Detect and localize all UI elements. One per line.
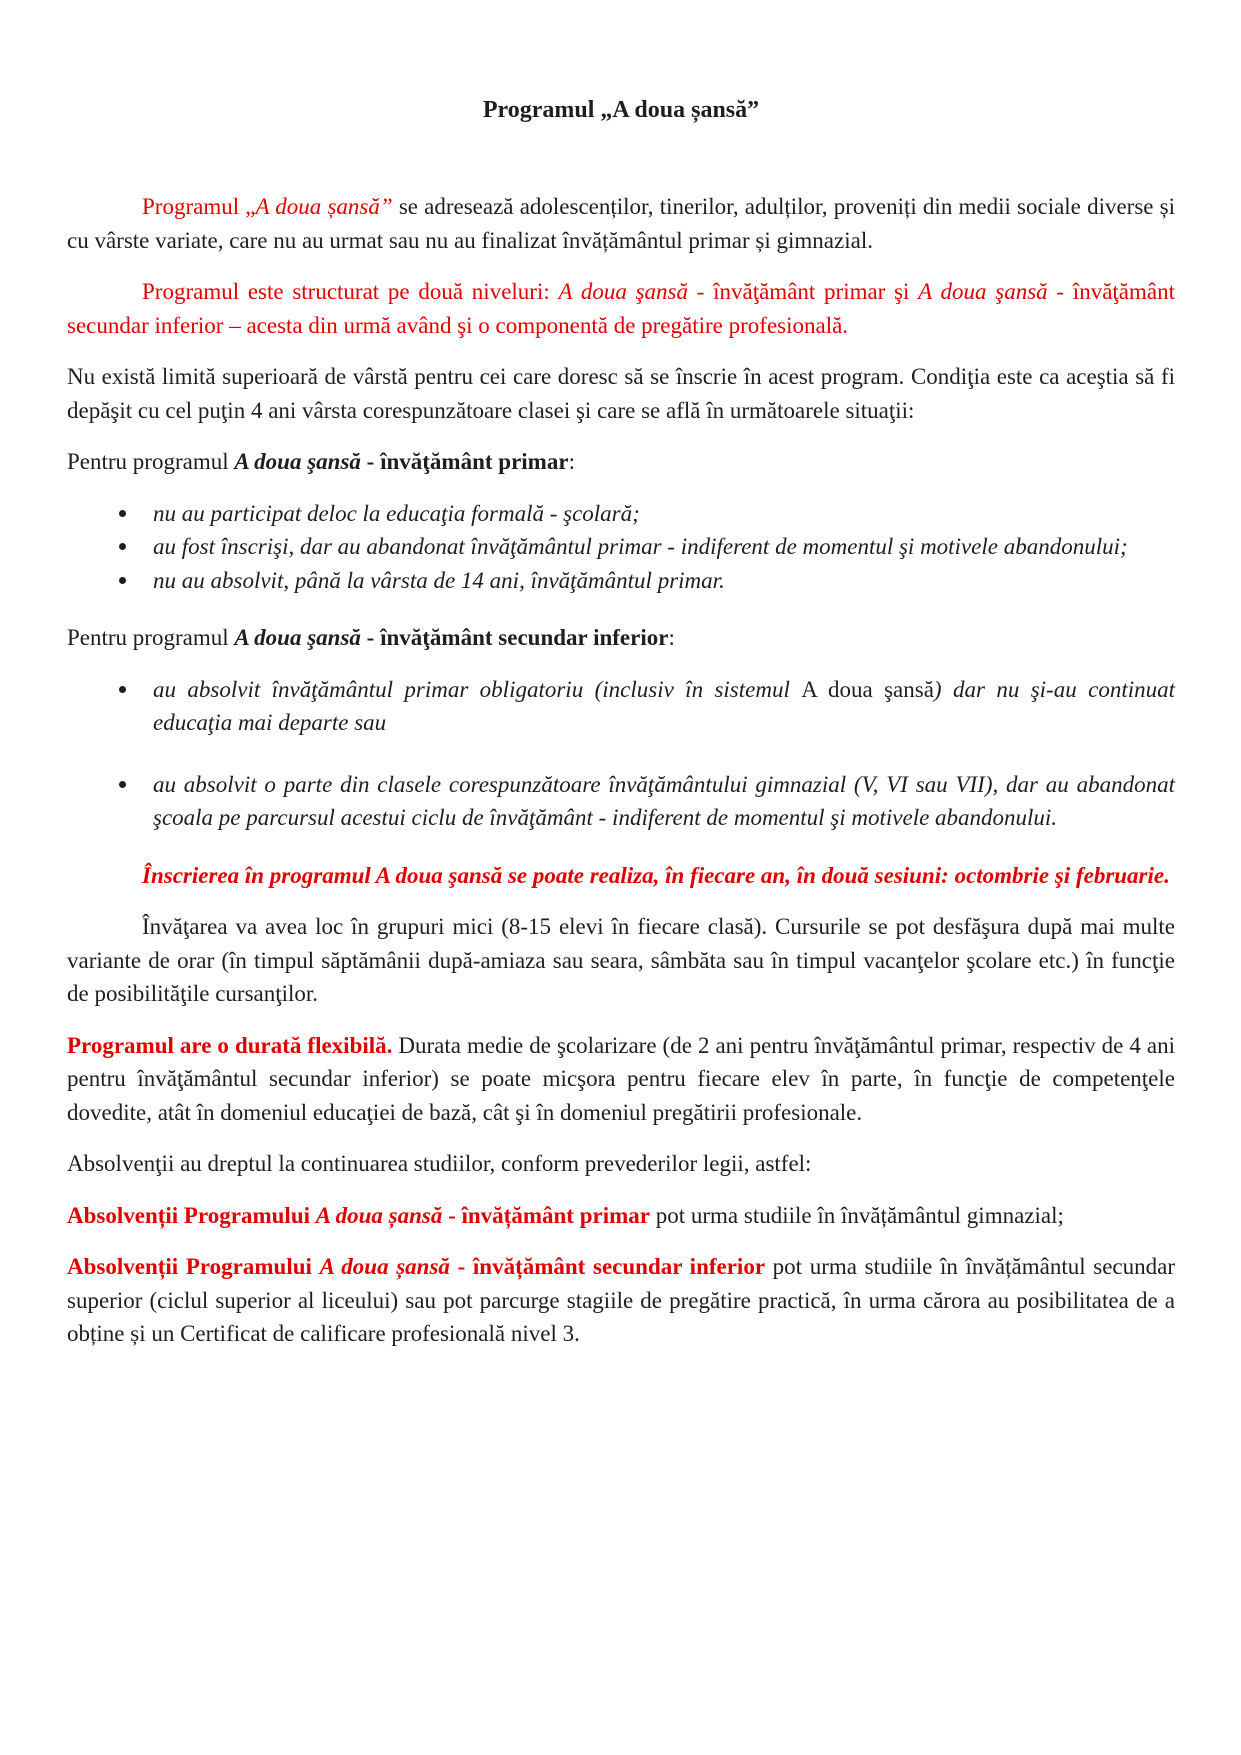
text-run: - xyxy=(449,1254,473,1279)
text-run: Pentru programul xyxy=(67,449,235,474)
text-run: au absolvit o parte din clasele corespunzătoare învăţământului gimnazial (V, VI sau VII), dar au abandonat şcoala pe parcursul acestui ciclu de învăţământ - indiferent de momentul şi motivele abandonului. xyxy=(153,771,1175,830)
text-run: - xyxy=(360,625,381,650)
bullet-item xyxy=(67,497,1175,531)
text-run: A doua şansă xyxy=(234,449,361,474)
paragraph xyxy=(67,621,1175,655)
text-run: - xyxy=(442,1202,462,1228)
paragraph xyxy=(67,1147,1175,1181)
document-content xyxy=(67,190,1175,1351)
text-run: au fost înscrişi, dar au abandonat învăţământul primar - indiferent de momentul şi motivele abandonului; xyxy=(153,534,1128,559)
text-run: învăţământ primar xyxy=(380,449,569,474)
text-run: - xyxy=(360,449,381,474)
text-run: ) dar nu şi-au continuat educaţia mai departe sau xyxy=(153,676,1175,735)
text-run: nu au absolvit, până la vârsta de 14 ani, învăţământul primar. xyxy=(153,567,725,593)
text-run: Învăţarea va avea loc în grupuri mici (8-15 elevi în fiecare clasă). Cursurile se pot desfăşura după mai multe variante de orar (în timpul săptămânii după-amiaza sau seara, sâmbăta sau în timpul vacanţelor şcolare etc.) în funcţie de posibilităţile cursanţilor. xyxy=(67,914,1175,1006)
paragraph xyxy=(67,910,1175,1011)
text-run: Înscrierea în programul A doua şansă se poate realiza, în fiecare an, în două sesiuni: octombrie şi februarie. xyxy=(142,862,1170,888)
text-run: se adresează adolescenților, tinerilor, adulților, proveniți din medii sociale diverse și cu vârste variate, care nu au urmat sau nu au finalizat învățământul primar și gimnazial. xyxy=(67,194,1175,253)
text-run: Durata medie de şcolarizare (de 2 ani pentru învăţământul primar, respectiv de 4 ani pentru învăţământul secundar inferior) se poate micşora pentru fiecare elev în parte, în funcţie de competenţele dovedite, atât în domeniul educaţiei de bază, cât şi în domeniul pregătirii profesionale. xyxy=(67,1032,1175,1125)
bullet-item xyxy=(67,530,1175,564)
text-run: Absolvenţii au dreptul la continuarea studiilor, conform prevederilor legii, astfel: xyxy=(67,1151,812,1176)
text-run: A doua şansă xyxy=(234,625,361,650)
bullet-list xyxy=(67,673,1175,835)
paragraph xyxy=(67,445,1175,479)
text-run: Pentru programul xyxy=(67,625,235,650)
text-run: Absolvenții Programului xyxy=(67,1202,316,1228)
text-run: - învăţământ secundar inferior – acesta din urmă având şi o componentă de pregătire profesională. xyxy=(67,279,1175,338)
page-title: Programul „A doua șansă” xyxy=(482,97,760,123)
paragraph xyxy=(67,275,1175,342)
bullet-item xyxy=(67,768,1175,835)
text-run: Programul este structurat pe două niveluri: xyxy=(142,279,559,304)
text-run: Absolvenții Programului xyxy=(67,1254,320,1279)
text-run: Programul „ xyxy=(142,194,256,219)
text-run: : xyxy=(668,625,675,650)
paragraph xyxy=(67,1199,1175,1233)
text-run: A doua şansă xyxy=(558,279,688,304)
text-run: - învăţământ primar şi xyxy=(687,279,919,304)
bullet-item xyxy=(67,673,1175,740)
text-run: Nu există limită superioară de vârstă pentru cei care doresc să se înscrie în acest program. Condiţia este ca aceştia să fi depăşit cu cel puţin 4 ani vârsta corespunzătoare clasei şi care se află în următoarele situaţii: xyxy=(67,364,1175,423)
text-run: învățământ secundar inferior xyxy=(472,1254,766,1279)
text-run: A doua șansă xyxy=(315,1202,443,1228)
paragraph xyxy=(67,360,1175,427)
paragraph xyxy=(67,190,1175,257)
text-run: au absolvit învăţământul primar obligatoriu (inclusiv în sistemul xyxy=(153,676,802,702)
text-run: pot urma studiile în învățământul gimnazial; xyxy=(649,1202,1064,1228)
text-run: : xyxy=(568,449,575,474)
text-run: A doua şansă xyxy=(801,676,934,702)
text-run: nu au participat deloc la educaţia formală - şcolară; xyxy=(153,500,640,526)
text-run: pot urma studiile în învățământul secundar superior (ciclul superior al liceului) sau pot parcurge stagiile de pregătire practică, în urma cărora au posibilitatea de a obține și un Certificat de calificare profesională nivel 3. xyxy=(67,1254,1175,1346)
text-run: învăţământ secundar inferior xyxy=(380,625,669,650)
text-run: A doua șansă” xyxy=(255,194,393,219)
text-run: A doua șansă xyxy=(319,1254,450,1279)
bullet-item xyxy=(67,564,1175,598)
paragraph xyxy=(67,859,1175,893)
text-run: învățământ primar xyxy=(461,1202,650,1228)
paragraph xyxy=(67,1250,1175,1351)
text-run: Programul are o durată flexibilă. xyxy=(67,1032,393,1058)
paragraph xyxy=(67,1029,1175,1130)
bullet-list xyxy=(67,497,1175,598)
text-run: A doua şansă xyxy=(918,279,1048,304)
